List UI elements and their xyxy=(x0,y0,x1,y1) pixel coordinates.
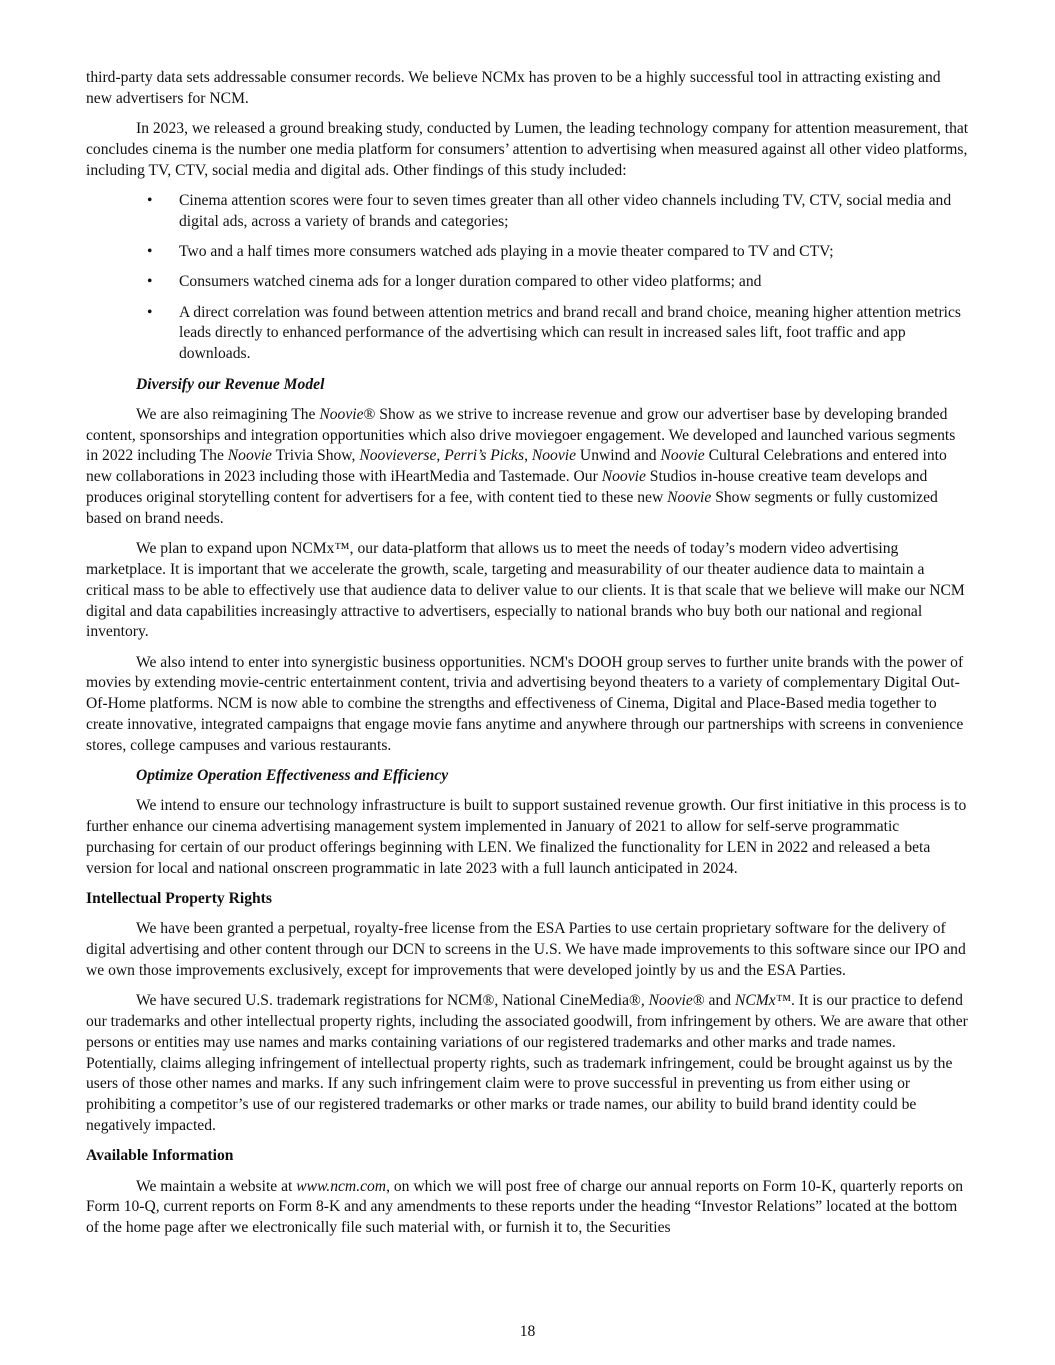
document-page xyxy=(86,68,970,1249)
bullet-icon: • xyxy=(147,191,153,209)
paragraph-dooh-group: We also intend to enter into synergistic business opportunities. NCM's DOOH group serves to further unite brands with the power of movies by extending movie-centric entertainment content, trivia and advertising beyond theaters to a variety of complementary Digital Out-Of-Home platforms. NCM is now able to combine the strengths and effectiveness of Cinema, Digital and Place-Based media together to create innovative, integrated campaigns that engage movie fans anytime and anywhere through our partnerships with screens in convenience stores, college campuses and various restaurants. xyxy=(86,653,964,754)
list-item-text: Consumers watched cinema ads for a longer duration compared to other video platforms; and xyxy=(179,273,762,291)
bullet-icon: • xyxy=(147,243,153,261)
paragraph-noovie-show: We are also reimagining The Noovie® Show as we strive to increase revenue and grow our advertiser base by developing branded content, sponsorships and integration opportunities which also drive moviegoer engagement. We developed and launched various segments in 2022 including The Noovie Trivia Show, Noovieverse, Perri’s Picks, Noovie Unwind and Noovie Cultural Celebrations and entered into new collaborations in 2023 including those with iHeartMedia and Tastemade. Our Noovie Studios in-house creative team develops and produces original storytelling content for advertisers for a fee, with content tied to these new Noovie Show segments or fully customized based on brand needs. xyxy=(86,405,956,527)
list-item xyxy=(86,191,970,233)
paragraph-ncmx-intro: third-party data sets addressable consumer records. We believe NCMx has proven to be a highly successful tool in attracting existing and new advertisers for NCM. xyxy=(86,69,941,107)
list-item xyxy=(86,272,970,293)
study-findings-list xyxy=(86,191,970,365)
website-link[interactable]: www.ncm.com xyxy=(296,1177,387,1195)
subheading-optimize-operation: Optimize Operation Effectiveness and Efficiency xyxy=(136,767,449,785)
bullet-icon: • xyxy=(147,273,153,291)
paragraph-website: We maintain a website at www.ncm.com, on which we will post free of charge our annual reports on Form 10-K, quarterly reports on Form 10-Q, current reports on Form 8-K and any amendments to these reports under the heading “Investor Relations” located at the bottom of the home page after we electronically file such material with, or furnish it to, the Securities xyxy=(86,1177,964,1237)
page-number: 18 xyxy=(519,1323,536,1340)
heading-available-information: Available Information xyxy=(86,1147,234,1165)
bullet-icon: • xyxy=(147,303,153,321)
paragraph-lumen-study: In 2023, we released a ground breaking study, conducted by Lumen, the leading technology company for attention measurement, that concludes cinema is the number one media platform for consumers’ attention to advertising when measured against all other video platforms, including TV, CTV, social media and digital ads. Other findings of this study included: xyxy=(86,120,969,179)
subheading-diversify-revenue: Diversify our Revenue Model xyxy=(136,375,325,393)
list-item xyxy=(86,242,970,263)
paragraph-trademarks: We have secured U.S. trademark registrations for NCM®, National CineMedia®, Noovie® and NCMx™. It is our practice to defend our trademarks and other intellectual property rights, including the associated goodwill, from infringement by others. We are aware that other persons or entities may use names and marks containing variations of our registered trademarks and other marks and trade names. Potentially, claims alleging infringement of intellectual property rights, such as trademark infringement, could be brought against us by the users of those other names and marks. If any such infringement claim were to prove successful in preventing us from either using or prohibiting a competitor’s use of our registered trademarks or other marks or trade names, our ability to build brand identity could be negatively impacted. xyxy=(86,992,968,1135)
list-item-text: Cinema attention scores were four to seven times greater than all other video channels including TV, CTV, social media and digital ads, across a variety of brands and categories; xyxy=(179,191,952,230)
paragraph-license: We have been granted a perpetual, royalty-free license from the ESA Parties to use certain proprietary software for the delivery of digital advertising and other content through our DCN to screens in the U.S. We have made improvements to this software since our IPO and we own those improvements exclusively, except for improvements that were developed jointly by us and the ESA Parties. xyxy=(86,920,966,979)
heading-intellectual-property: Intellectual Property Rights xyxy=(86,890,272,908)
paragraph-technology-infrastructure: We intend to ensure our technology infrastructure is built to support sustained revenue growth. Our first initiative in this process is to further enhance our cinema advertising management system implemented in January of 2021 to allow for self-serve programmatic purchasing for certain of our product offerings beginning with LEN. We finalized the functionality for LEN in 2022 and released a beta version for local and national onscreen programmatic in late 2023 with a full launch anticipated in 2024. xyxy=(86,797,967,877)
paragraph-ncmx-expansion: We plan to expand upon NCMx™, our data-platform that allows us to meet the needs of today’s modern video advertising marketplace. It is important that we accelerate the growth, scale, targeting and measurability of our theater audience data to maintain a critical mass to be able to effectively use that audience data to deliver value to our clients. It is that scale that we believe will make our NCM digital and data capabilities increasingly attractive to advertisers, especially to national brands who buy both our national and regional inventory. xyxy=(86,540,965,641)
list-item-text: A direct correlation was found between attention metrics and brand recall and brand choice, meaning higher attention metrics leads directly to enhanced performance of the advertising which can result in increased sales lift, foot traffic and app downloads. xyxy=(179,303,961,363)
list-item xyxy=(86,303,970,365)
list-item-text: Two and a half times more consumers watched ads playing in a movie theater compared to TV and CTV; xyxy=(179,243,834,261)
